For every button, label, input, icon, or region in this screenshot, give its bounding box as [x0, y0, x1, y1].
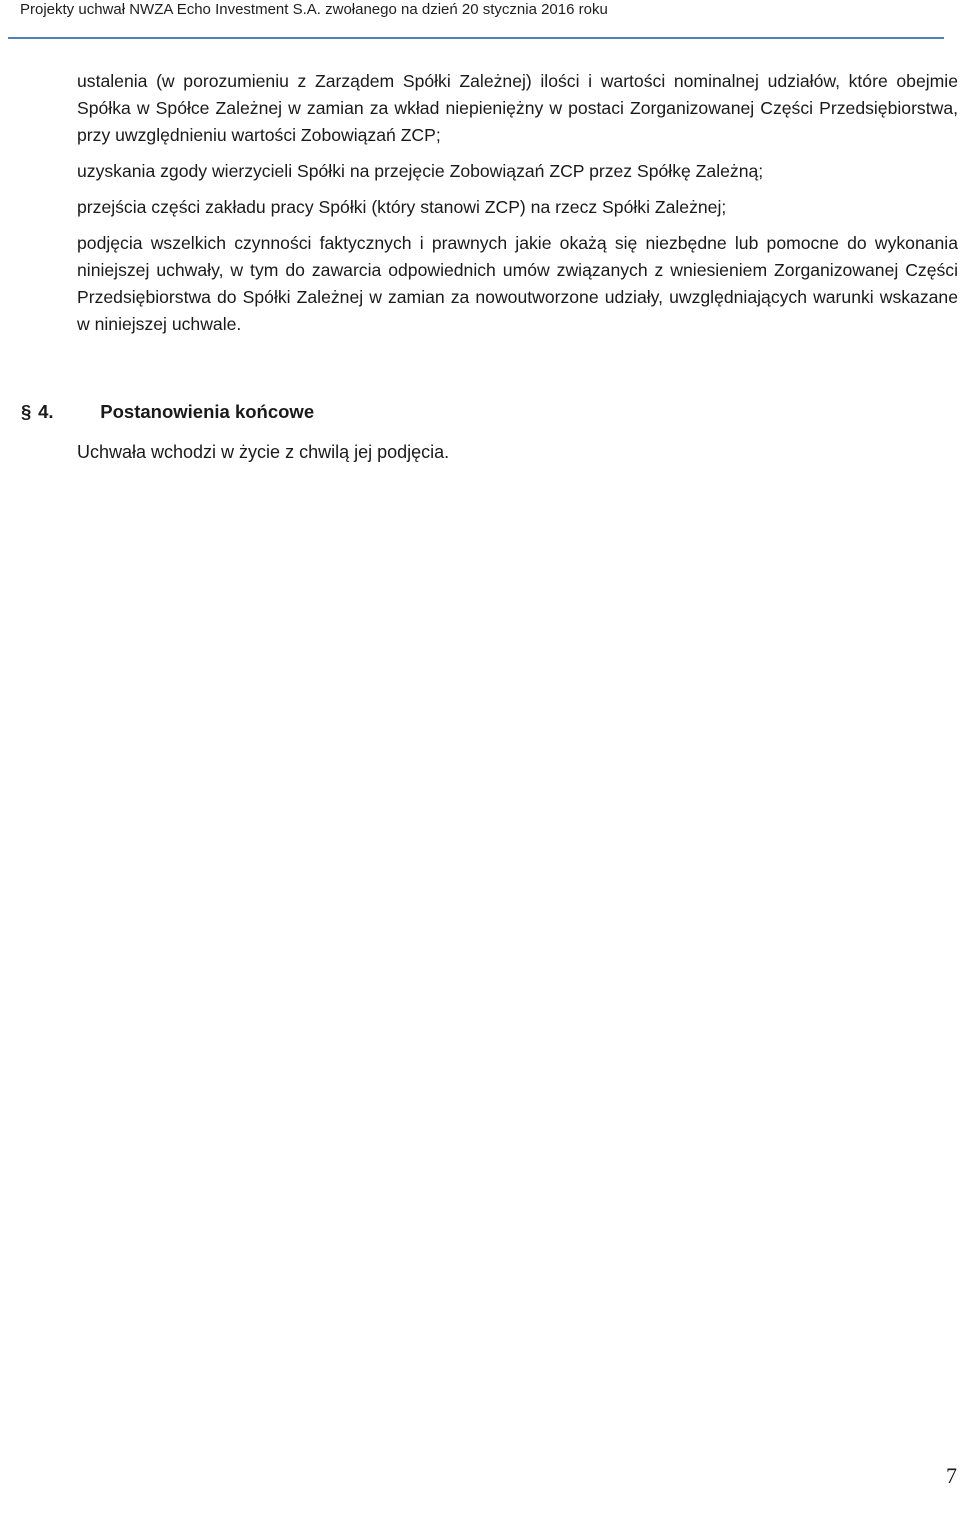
list-item: przejścia części zakładu pracy Spółki (który stanowi ZCP) na rzecz Spółki Zależnej;: [77, 197, 727, 217]
page-number: 7: [946, 1463, 957, 1488]
section-heading: [21, 398, 314, 426]
list-items: [77, 68, 958, 347]
header-rule: [8, 37, 944, 39]
section-title: Postanowienia końcowe: [100, 401, 315, 422]
page-header: Projekty uchwał NWZA Echo Investment S.A. zwołanego na dzień 20 stycznia 2016 roku: [20, 1, 608, 18]
list-item: uzyskania zgody wierzycieli Spółki na przejęcie Zobowiązań ZCP przez Spółkę Zależną;: [77, 161, 764, 181]
section-text: Uchwała wchodzi w życie z chwilą jej podjęcia.: [77, 442, 450, 462]
list-item: ustalenia (w porozumieniu z Zarządem Spółki Zależnej) ilości i wartości nominalnej udziałów, które obejmie Spółka w Spółce Zależnej w zamian za wkład niepieniężny w postaci Zorganizowanej Części Przedsiębiorstwa, przy uwzględnieniu wartości Zobowiązań ZCP;: [77, 71, 958, 145]
section-symbol: §: [21, 401, 32, 422]
section-number: 4.: [38, 401, 54, 422]
list-item: podjęcia wszelkich czynności faktycznych i prawnych jakie okażą się niezbędne lub pomocne do wykonania niniejszej uchwały, w tym do zawarcia odpowiednich umów związanych z wniesieniem Zorganizowanej Części Przedsiębiorstwa do Spółki Zależnej w zamian za nowoutworzone udziały, uwzględniających warunki wskazane w niniejszej uchwale.: [77, 233, 958, 334]
